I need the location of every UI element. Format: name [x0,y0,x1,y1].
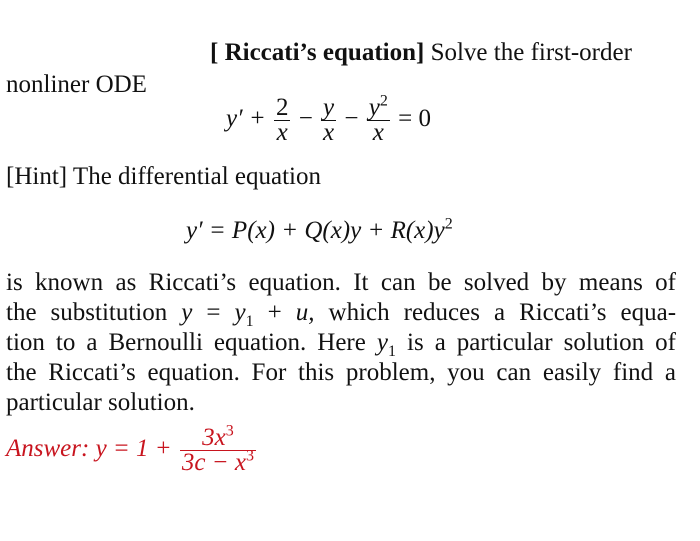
problem-title-rest: Solve the first-order [430,39,632,66]
ode-fraction-3-numerator-exponent: 2 [379,92,388,110]
ode-fraction-3-numerator-base: y [368,94,380,121]
ode-fraction-2 [321,96,336,145]
explanation-line-3-math [376,329,396,360]
explanation-line-2 [6,298,677,330]
problem-title-line [210,38,632,68]
ode-fraction-1-denominator: x [276,119,288,146]
explanation-math-u: u, [295,299,315,326]
ode-fraction-2-numerator: y [323,94,335,121]
answer-denominator [180,447,256,476]
answer-numerator-base: 3x [202,424,226,451]
answer-label: Answer: [6,435,90,463]
answer-line [6,422,258,476]
hint-label: [Hint] [6,163,68,190]
ode-fraction-3 [367,92,390,146]
ode-equation [226,92,431,146]
hint-line [6,162,321,192]
ode-minus-1: − [298,105,313,133]
answer-denominator-base: 3c − x [181,449,246,476]
answer-fraction [180,422,256,476]
explanation-line-2-post: which reduces a Riccati’s equa- [328,299,677,326]
problem-label: [ Riccati’s equation] [210,39,425,66]
riccati-general-form-exponent: 2 [444,215,453,233]
answer-numerator [180,422,256,451]
explanation-line-3-math-subscript: 1 [387,343,396,360]
hint-text: The differential equation [72,163,321,190]
explanation-line-2-pre: the substitution [6,299,168,326]
ode-minus-2: − [344,105,359,133]
answer-numerator-exponent: 3 [225,422,234,440]
explanation-math-eq: = [206,299,221,326]
explanation-math-y1-subscript: 1 [245,313,254,330]
explanation-math-plus: + [267,299,282,326]
riccati-general-form-body: y′ = P(x) + Q(x)y + R(x)y [186,217,445,244]
explanation-line-1: is known as Riccati’s equation. It can be solved by means of [6,269,676,296]
problem-title-line-2: nonliner ODE [6,71,147,98]
ode-fraction-3-denominator: x [372,119,384,146]
explanation-line-5: particular solution. [6,389,195,416]
ode-fraction-1 [274,96,291,145]
answer-lhs: y = 1 + [95,435,172,463]
answer-denominator-exponent: 3 [245,447,254,465]
ode-fraction-1-numerator: 2 [275,94,289,121]
explanation-math-y1-base: y [234,299,246,326]
explanation-line-3-math-base: y [376,329,388,356]
explanation-line-3-pre: tion to a Bernoulli equation. Here [6,329,366,356]
explanation-line-3 [6,328,676,360]
explanation-line-4: the Riccati’s equation. For this problem, you can easily find a [6,359,676,386]
ode-lhs: y′ + [226,105,266,133]
explanation-math-y: y [181,299,193,326]
explanation-line-3-post: is a particular solution of [407,329,676,356]
riccati-general-form [186,216,453,246]
ode-fraction-3-numerator [367,92,390,121]
ode-fraction-2-denominator: x [323,119,335,146]
explanation-math-y1 [234,299,254,330]
ode-rhs: = 0 [398,105,431,133]
